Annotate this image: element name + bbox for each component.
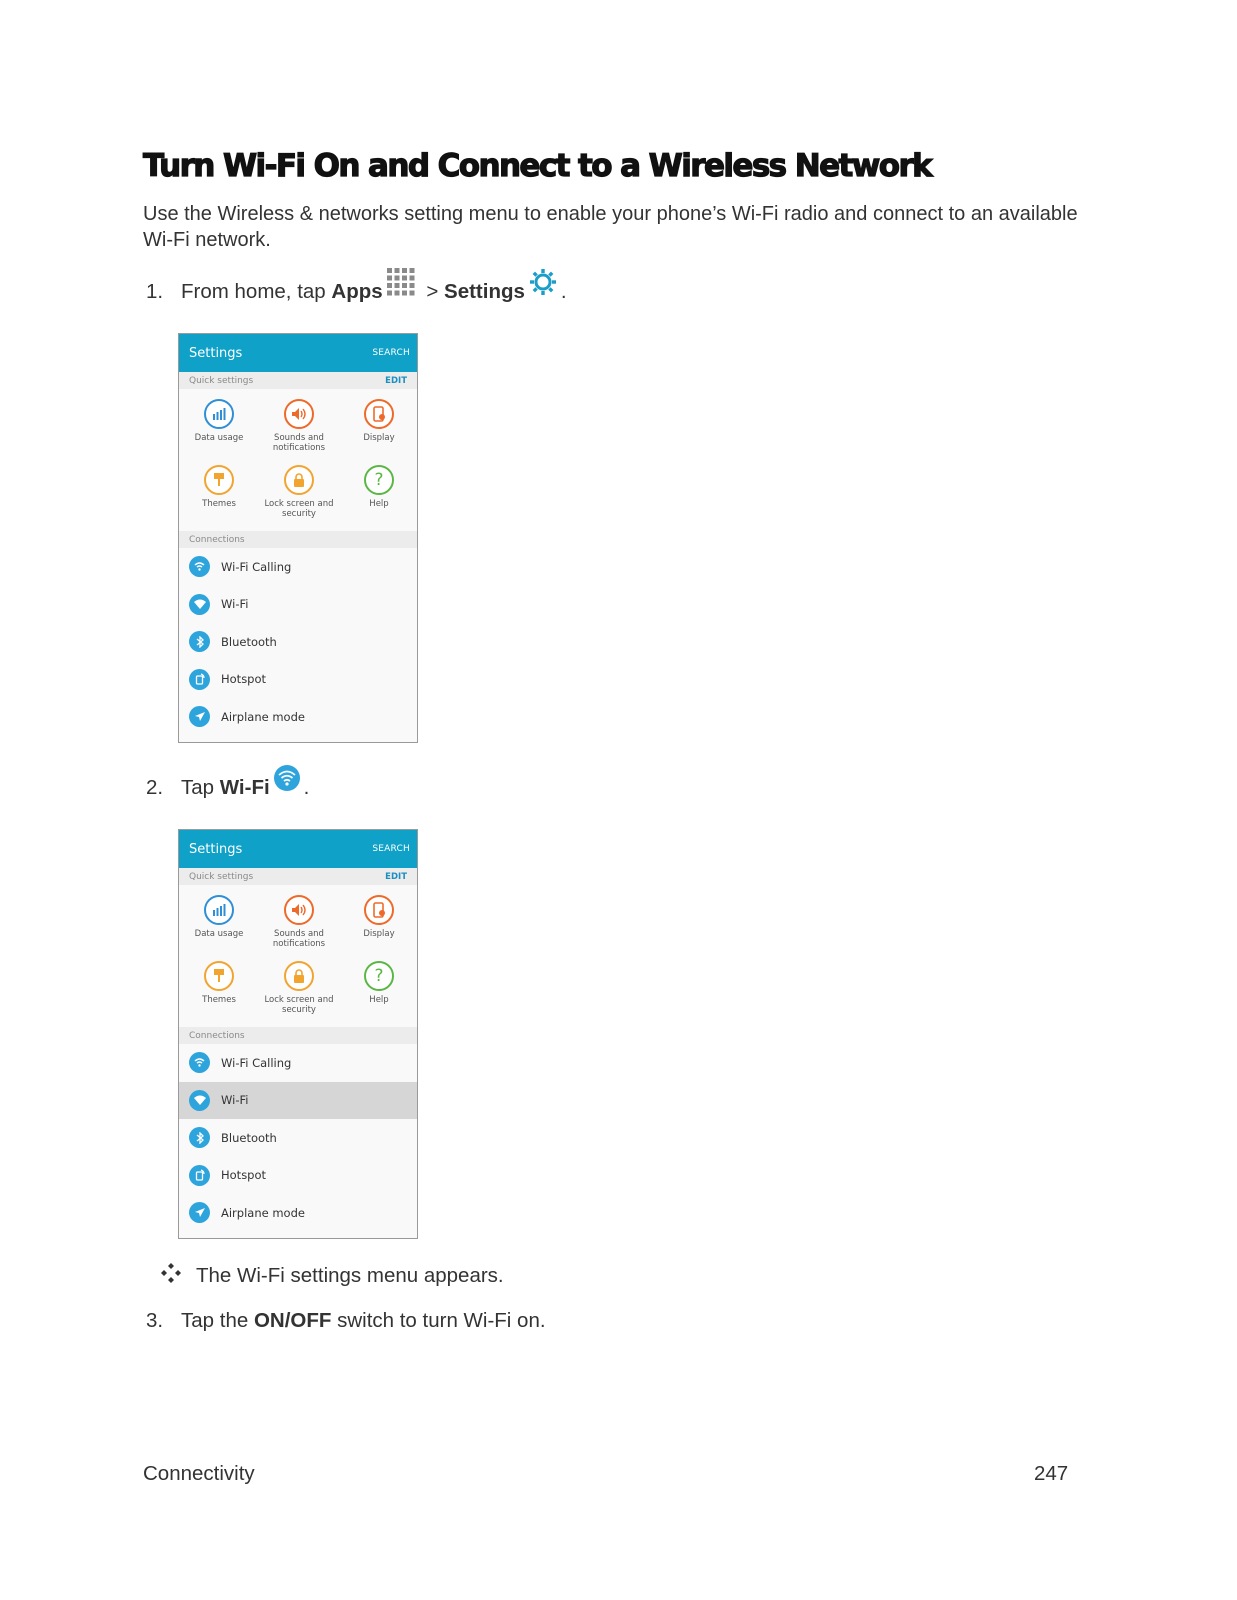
data-usage-icon	[204, 895, 234, 925]
connection-row-bluetooth[interactable]: Bluetooth	[179, 623, 417, 661]
connection-row-wifi-calling[interactable]: Wi-Fi Calling	[179, 1044, 417, 1082]
quick-item-themes[interactable]: Themes	[179, 465, 259, 531]
wifi-label: Wi-Fi	[219, 776, 270, 799]
edit-button[interactable]: EDIT	[385, 871, 407, 882]
step-text: Tap the	[181, 1309, 254, 1332]
settings-gear-icon	[528, 267, 558, 303]
brush-icon	[204, 465, 234, 495]
page-number: 247	[1034, 1462, 1069, 1485]
speaker-icon	[284, 399, 314, 429]
brush-icon	[204, 961, 234, 991]
connections-label: Connections	[189, 534, 245, 545]
connection-row-wifi-calling[interactable]: Wi-Fi Calling	[179, 548, 417, 586]
wifi-circle-icon	[273, 764, 301, 798]
connection-row-wifi[interactable]: Wi-Fi	[179, 586, 417, 624]
bluetooth-icon	[189, 631, 210, 652]
quick-item-themes[interactable]: Themes	[179, 961, 259, 1027]
wifi-icon	[189, 1090, 210, 1111]
airplane-icon	[189, 706, 210, 727]
settings-screenshot-1	[178, 333, 418, 743]
connections-list	[179, 548, 417, 736]
settings-header-title: Settings	[189, 345, 243, 361]
settings-header	[179, 830, 417, 868]
lock-icon	[284, 961, 314, 991]
step-end: .	[303, 776, 310, 799]
step-end: .	[560, 280, 567, 303]
speaker-icon	[284, 895, 314, 925]
quick-settings-label: Quick settings	[189, 871, 254, 882]
help-icon: ?	[364, 465, 394, 495]
result-note	[160, 1262, 504, 1290]
settings-screenshot-2	[178, 829, 418, 1239]
wifi-icon	[189, 594, 210, 615]
connections-header	[179, 531, 417, 548]
apps-grid-icon	[386, 267, 418, 303]
lock-icon	[284, 465, 314, 495]
quick-settings-header	[179, 372, 417, 389]
quick-item-lock-screen[interactable]: Lock screen and security	[259, 961, 339, 1027]
step-2	[146, 766, 309, 810]
wifi-calling-icon	[189, 556, 210, 577]
quick-item-data-usage[interactable]: Data usage	[179, 895, 259, 961]
quick-item-sounds[interactable]: Sounds and notifications	[259, 895, 339, 961]
display-icon	[364, 399, 394, 429]
connection-row-hotspot[interactable]: Hotspot	[179, 661, 417, 699]
settings-header-title: Settings	[189, 841, 243, 857]
settings-label: Settings	[444, 280, 525, 303]
step-number: 2.	[146, 776, 164, 799]
display-icon	[364, 895, 394, 925]
connections-list	[179, 1044, 417, 1232]
quick-item-lock-screen[interactable]: Lock screen and security	[259, 465, 339, 531]
airplane-icon	[189, 1202, 210, 1223]
quick-item-help[interactable]: ? Help	[339, 961, 418, 1027]
connections-header	[179, 1027, 417, 1044]
page-title: Turn Wi-Fi On and Connect to a Wireless Network	[143, 148, 932, 184]
edit-button[interactable]: EDIT	[385, 375, 407, 386]
quick-item-help[interactable]: ? Help	[339, 465, 418, 531]
help-icon: ?	[364, 961, 394, 991]
hotspot-icon	[189, 669, 210, 690]
quick-settings-grid	[179, 885, 417, 1027]
step-end: switch to turn Wi-Fi on.	[331, 1309, 546, 1332]
step-1	[146, 270, 567, 314]
quick-item-data-usage[interactable]: Data usage	[179, 399, 259, 465]
search-button[interactable]: SEARCH	[372, 844, 410, 854]
step-text: Tap	[181, 776, 220, 799]
quick-settings-label: Quick settings	[189, 375, 254, 386]
search-button[interactable]: SEARCH	[372, 348, 410, 358]
data-usage-icon	[204, 399, 234, 429]
connection-row-airplane[interactable]: Airplane mode	[179, 1194, 417, 1232]
settings-header	[179, 334, 417, 372]
step-separator: >	[420, 280, 445, 303]
result-note-text: The Wi-Fi settings menu appears.	[196, 1264, 504, 1287]
connection-row-wifi[interactable]: Wi-Fi	[179, 1082, 417, 1120]
connection-row-airplane[interactable]: Airplane mode	[179, 698, 417, 736]
bluetooth-icon	[189, 1127, 210, 1148]
quick-item-sounds[interactable]: Sounds and notifications	[259, 399, 339, 465]
quick-item-display[interactable]: Display	[339, 399, 418, 465]
wifi-calling-icon	[189, 1052, 210, 1073]
connection-row-bluetooth[interactable]: Bluetooth	[179, 1119, 417, 1157]
quick-settings-grid	[179, 389, 417, 531]
quick-settings-header	[179, 868, 417, 885]
connection-row-hotspot[interactable]: Hotspot	[179, 1157, 417, 1195]
connections-label: Connections	[189, 1030, 245, 1041]
apps-label: Apps	[331, 280, 383, 303]
on-off-label: ON/OFF	[253, 1309, 332, 1332]
quick-item-display[interactable]: Display	[339, 895, 418, 961]
intro-paragraph: Use the Wireless & networks setting menu to enable your phone’s Wi-Fi radio and connect to an available Wi-Fi network.	[143, 203, 1078, 251]
hotspot-icon	[189, 1165, 210, 1186]
step-text: From home, tap	[181, 280, 332, 303]
footer-section: Connectivity	[143, 1462, 255, 1485]
step-number: 1.	[146, 280, 164, 303]
step-3	[146, 1307, 546, 1335]
step-number: 3.	[146, 1309, 164, 1332]
diamond-bullet-icon	[160, 1262, 196, 1290]
